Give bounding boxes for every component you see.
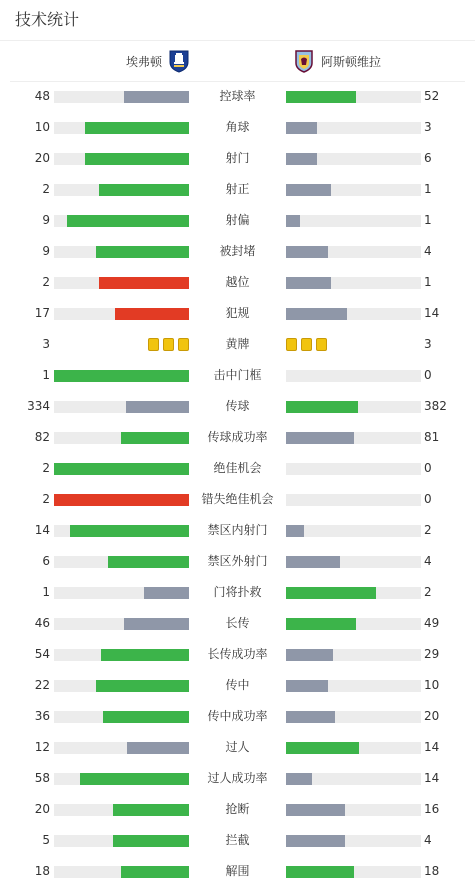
home-stat-value: 46 xyxy=(34,616,50,630)
home-stat-bar xyxy=(54,215,189,227)
away-stat-bar xyxy=(286,866,421,878)
home-stat-bar-fill xyxy=(113,835,189,847)
stat-row xyxy=(0,794,475,825)
home-stat-bar-fill xyxy=(96,680,189,692)
home-stat-bar xyxy=(54,680,189,692)
stat-row xyxy=(0,453,475,484)
away-stat-bar-fill xyxy=(286,91,356,103)
away-stat-bar-fill xyxy=(286,556,340,568)
away-stat-bar-fill xyxy=(286,432,354,444)
away-stat-bar xyxy=(286,525,421,537)
home-stat-bar-fill xyxy=(101,649,189,661)
away-stat-value: 52 xyxy=(424,89,440,103)
home-stat-bar xyxy=(54,432,189,444)
away-stat-bar xyxy=(286,587,421,599)
away-stat-bar-fill xyxy=(286,277,331,289)
away-yellow-cards xyxy=(286,338,327,351)
stat-label: 传中 xyxy=(225,678,250,692)
home-stat-bar-fill xyxy=(127,742,189,754)
stat-label: 错失绝佳机会 xyxy=(201,492,274,506)
away-stat-value: 4 xyxy=(424,833,432,847)
home-stat-bar-fill xyxy=(126,401,189,413)
away-stat-bar xyxy=(286,91,421,103)
home-yellow-cards xyxy=(148,338,189,351)
home-stat-value: 20 xyxy=(34,151,50,165)
away-stat-bar-fill xyxy=(286,308,347,320)
header xyxy=(0,0,475,40)
home-stat-value: 2 xyxy=(42,492,50,506)
stat-label: 绝佳机会 xyxy=(213,461,262,475)
away-stat-value: 49 xyxy=(424,616,440,630)
away-stat-bar xyxy=(286,494,421,506)
stat-label: 抢断 xyxy=(225,802,250,816)
away-stat-value: 0 xyxy=(424,368,432,382)
stat-row xyxy=(0,825,475,856)
home-stat-bar-fill xyxy=(121,866,189,878)
home-stat-bar-fill xyxy=(54,494,189,506)
away-stat-bar-fill xyxy=(286,401,358,413)
stat-label: 角球 xyxy=(225,120,250,134)
home-stat-value: 334 xyxy=(27,399,50,413)
stat-row xyxy=(0,670,475,701)
away-stat-value: 14 xyxy=(424,771,440,785)
away-stat-bar xyxy=(286,401,421,413)
home-stat-bar xyxy=(54,308,189,320)
away-stat-value: 2 xyxy=(424,585,432,599)
home-stat-bar-fill xyxy=(54,370,189,382)
home-stat-bar-fill xyxy=(115,308,189,320)
stat-label: 拦截 xyxy=(225,833,250,847)
stat-row xyxy=(0,608,475,639)
yellow-card-icon xyxy=(163,338,174,351)
stat-label: 禁区外射门 xyxy=(207,554,268,568)
stat-label: 被封堵 xyxy=(219,244,256,258)
stat-row xyxy=(0,391,475,422)
stat-label: 犯规 xyxy=(225,306,250,320)
away-stat-bar xyxy=(286,122,421,134)
home-stat-value: 14 xyxy=(34,523,50,537)
home-stat-value: 2 xyxy=(42,182,50,196)
away-stat-bar xyxy=(286,773,421,785)
stat-label: 禁区内射门 xyxy=(207,523,268,537)
stat-row xyxy=(0,143,475,174)
stat-row xyxy=(0,360,475,391)
home-stat-bar xyxy=(54,525,189,537)
away-stat-value: 81 xyxy=(424,430,440,444)
home-stat-bar xyxy=(54,866,189,878)
stat-row xyxy=(0,236,475,267)
home-stat-value: 20 xyxy=(34,802,50,816)
away-stat-bar-fill xyxy=(286,246,328,258)
home-stat-value: 12 xyxy=(34,740,50,754)
aston-villa-crest-icon xyxy=(293,49,315,73)
home-stat-bar xyxy=(54,587,189,599)
stat-label: 传中成功率 xyxy=(207,709,268,723)
home-stat-bar-fill xyxy=(85,153,189,165)
home-stat-bar-fill xyxy=(108,556,189,568)
away-stat-bar xyxy=(286,804,421,816)
away-stat-value: 3 xyxy=(424,120,432,134)
away-stat-value: 4 xyxy=(424,554,432,568)
home-stat-value: 6 xyxy=(42,554,50,568)
home-stat-value: 82 xyxy=(34,430,50,444)
home-stat-bar xyxy=(54,711,189,723)
home-stat-bar xyxy=(54,556,189,568)
stats-list xyxy=(0,81,475,887)
away-stat-bar xyxy=(286,742,421,754)
away-stat-value: 0 xyxy=(424,461,432,475)
home-stat-value: 2 xyxy=(42,461,50,475)
home-stat-bar-fill xyxy=(70,525,189,537)
stat-row xyxy=(0,329,475,360)
home-stat-bar xyxy=(54,153,189,165)
stat-row xyxy=(0,112,475,143)
home-stat-value: 54 xyxy=(34,647,50,661)
stat-label: 黄牌 xyxy=(225,337,250,351)
everton-crest-icon xyxy=(168,49,190,73)
away-stat-value: 1 xyxy=(424,275,432,289)
stat-label: 射正 xyxy=(225,182,250,196)
stat-row xyxy=(0,763,475,794)
home-stat-value: 22 xyxy=(34,678,50,692)
stat-row xyxy=(0,174,475,205)
home-stat-value: 2 xyxy=(42,275,50,289)
yellow-card-icon xyxy=(301,338,312,351)
home-stat-bar xyxy=(54,463,189,475)
home-stat-bar xyxy=(54,742,189,754)
stat-row xyxy=(0,484,475,515)
home-stat-bar xyxy=(54,122,189,134)
away-stat-bar-fill xyxy=(286,587,376,599)
stat-label: 解围 xyxy=(225,864,250,878)
away-stat-bar-fill xyxy=(286,866,354,878)
home-stat-value: 48 xyxy=(34,89,50,103)
away-stat-value: 16 xyxy=(424,802,440,816)
home-stat-value: 10 xyxy=(34,120,50,134)
home-stat-bar-fill xyxy=(96,246,189,258)
away-stat-value: 10 xyxy=(424,678,440,692)
home-stat-value: 18 xyxy=(34,864,50,878)
stat-row xyxy=(0,515,475,546)
home-stat-value: 5 xyxy=(42,833,50,847)
away-stat-bar xyxy=(286,370,421,382)
home-team[interactable] xyxy=(126,49,190,73)
away-stat-bar-fill xyxy=(286,742,359,754)
away-stat-bar xyxy=(286,680,421,692)
home-stat-bar xyxy=(54,773,189,785)
stat-label: 长传成功率 xyxy=(207,647,268,661)
away-stat-bar xyxy=(286,649,421,661)
away-stat-bar-fill xyxy=(286,649,333,661)
away-stat-value: 1 xyxy=(424,213,432,227)
stat-row xyxy=(0,577,475,608)
away-stat-bar-fill xyxy=(286,804,345,816)
home-stat-bar-fill xyxy=(99,184,189,196)
home-stat-bar xyxy=(54,494,189,506)
home-stat-value: 3 xyxy=(42,337,50,351)
stat-label: 击中门框 xyxy=(213,368,262,382)
away-stat-value: 14 xyxy=(424,740,440,754)
stat-label: 长传 xyxy=(225,616,250,630)
away-stat-bar-fill xyxy=(286,525,304,537)
home-stat-bar-fill xyxy=(99,277,189,289)
away-stat-bar xyxy=(286,835,421,847)
home-stat-bar-fill xyxy=(67,215,189,227)
stat-row xyxy=(0,267,475,298)
away-stat-bar xyxy=(286,432,421,444)
away-stat-bar-fill xyxy=(286,835,345,847)
home-stat-bar xyxy=(54,91,189,103)
stat-label: 传球成功率 xyxy=(207,430,268,444)
stat-label: 射偏 xyxy=(225,213,250,227)
away-team-name: 阿斯顿维拉 xyxy=(321,54,382,69)
home-stat-bar-fill xyxy=(113,804,189,816)
stat-label: 过人 xyxy=(225,740,250,754)
home-stat-bar xyxy=(54,246,189,258)
away-stat-value: 382 xyxy=(424,399,447,413)
away-stat-bar xyxy=(286,711,421,723)
home-stat-value: 1 xyxy=(42,585,50,599)
home-stat-bar-fill xyxy=(103,711,189,723)
away-stat-bar-fill xyxy=(286,711,335,723)
home-stat-bar xyxy=(54,184,189,196)
away-stat-bar xyxy=(286,556,421,568)
stat-label: 控球率 xyxy=(219,89,256,103)
stat-row xyxy=(0,205,475,236)
home-stat-value: 1 xyxy=(42,368,50,382)
home-stat-bar xyxy=(54,277,189,289)
home-team-name: 埃弗顿 xyxy=(125,54,162,69)
yellow-card-icon xyxy=(148,338,159,351)
away-stat-value: 20 xyxy=(424,709,440,723)
away-stat-bar xyxy=(286,618,421,630)
home-stat-value: 36 xyxy=(34,709,50,723)
yellow-card-icon xyxy=(316,338,327,351)
away-stat-bar xyxy=(286,215,421,227)
away-stat-bar xyxy=(286,153,421,165)
away-stat-bar-fill xyxy=(286,618,356,630)
away-stat-bar-fill xyxy=(286,773,312,785)
away-stat-value: 4 xyxy=(424,244,432,258)
stat-row xyxy=(0,546,475,577)
away-stat-value: 2 xyxy=(424,523,432,537)
yellow-card-icon xyxy=(178,338,189,351)
stat-label: 射门 xyxy=(225,151,250,165)
away-stat-value: 6 xyxy=(424,151,432,165)
away-stat-value: 1 xyxy=(424,182,432,196)
away-stat-bar-fill xyxy=(286,680,328,692)
stat-label: 过人成功率 xyxy=(207,771,268,785)
stat-row xyxy=(0,701,475,732)
away-stat-bar-fill xyxy=(286,215,300,227)
stat-label: 门将扑救 xyxy=(213,585,262,599)
home-stat-bar-fill xyxy=(54,463,189,475)
stat-row xyxy=(0,81,475,112)
home-stat-bar xyxy=(54,835,189,847)
away-stat-bar xyxy=(286,184,421,196)
home-stat-bar-fill xyxy=(85,122,189,134)
away-stat-value: 18 xyxy=(424,864,440,878)
away-stat-bar xyxy=(286,308,421,320)
home-stat-bar xyxy=(54,804,189,816)
stat-label: 越位 xyxy=(225,275,250,289)
stat-row xyxy=(0,856,475,887)
stat-row xyxy=(0,639,475,670)
away-stat-bar-fill xyxy=(286,122,317,134)
away-stat-bar xyxy=(286,277,421,289)
away-stat-bar-fill xyxy=(286,184,331,196)
home-stat-bar xyxy=(54,370,189,382)
away-stat-value: 14 xyxy=(424,306,440,320)
teams-header xyxy=(0,41,475,81)
home-stat-bar xyxy=(54,649,189,661)
away-team[interactable] xyxy=(293,49,381,73)
home-stat-value: 9 xyxy=(42,244,50,258)
home-stat-bar-fill xyxy=(124,91,189,103)
stat-row xyxy=(0,422,475,453)
away-stat-bar-fill xyxy=(286,153,317,165)
stat-row xyxy=(0,732,475,763)
away-stat-value: 29 xyxy=(424,647,440,661)
home-stat-value: 9 xyxy=(42,213,50,227)
away-stat-bar xyxy=(286,463,421,475)
stat-label: 传球 xyxy=(225,399,250,413)
home-stat-value: 58 xyxy=(34,771,50,785)
home-stat-value: 17 xyxy=(34,306,50,320)
page-title: 技术统计 xyxy=(15,10,80,29)
home-stat-bar-fill xyxy=(124,618,189,630)
home-stat-bar-fill xyxy=(144,587,189,599)
home-stat-bar xyxy=(54,401,189,413)
yellow-card-icon xyxy=(286,338,297,351)
away-stat-value: 3 xyxy=(424,337,432,351)
stat-row xyxy=(0,298,475,329)
away-stat-value: 0 xyxy=(424,492,432,506)
home-stat-bar xyxy=(54,618,189,630)
away-stat-bar xyxy=(286,246,421,258)
home-stat-bar-fill xyxy=(80,773,189,785)
home-stat-bar-fill xyxy=(121,432,189,444)
